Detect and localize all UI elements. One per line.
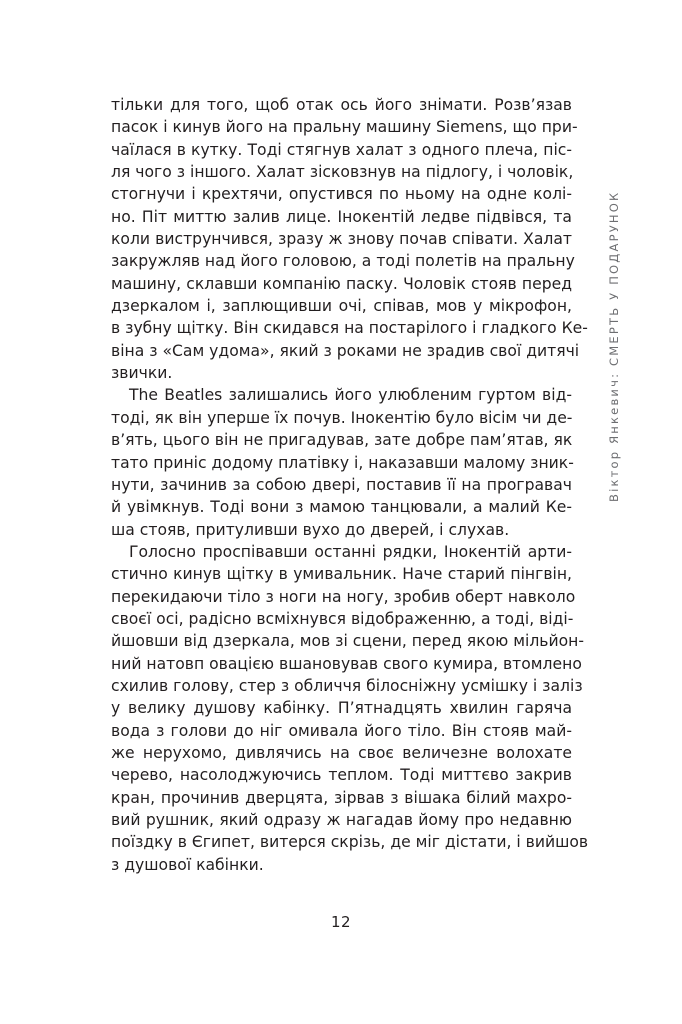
text-line: своєї осі, радісно всміхнувся відображенню, а тоді, віді-	[111, 609, 574, 628]
text-line: стично кинув щітку в умивальник. Наче старий пінгвін,	[111, 565, 572, 584]
text-line: стогнучи і крехтячи, опустився по ньому на одне колі-	[111, 185, 572, 204]
text-line: в зубну щітку. Він скидався на постарілого і гладкого Ке-	[111, 319, 588, 338]
text-line: віна з «Сам удома», який з роками не зрадив свої дитячі	[111, 341, 580, 360]
text-line: дзеркалом і, заплющивши очі, співав, мов у мікрофон,	[111, 297, 572, 316]
text-line: The Beatles залишались його улюбленим гуртом від-	[129, 386, 572, 405]
text-line: в’ять, цього він не пригадував, зате добре пам’ятав, як	[111, 431, 573, 450]
text-line: ша стояв, притуливши вухо до дверей, і слухав.	[111, 520, 510, 539]
text-line: тільки для того, щоб отак ось його знімати. Розв’язав	[111, 96, 572, 114]
text-line: поїздку в Єгипет, витерся скрізь, де міг дістати, і вийшов	[111, 833, 589, 852]
text-line: вий рушник, який одразу ж нагадав йому про недавню	[111, 811, 572, 829]
text-line: й увімкнув. Тоді вони з мамою танцювали, а малий Ке-	[111, 498, 572, 517]
text-line: у велику душову кабінку. П’ятнадцять хвилин гаряча	[111, 699, 572, 718]
text-line: тато приніс додому платівку і, наказавши малому зник-	[111, 453, 574, 472]
text-line: Голосно проспівавши останні рядки, Інокентій арти-	[129, 542, 572, 561]
text-line: перекидаючи тіло з ноги на ногу, зробив оберт навколо	[111, 587, 576, 606]
text-line: но. Піт миттю залив лице. Інокентій ледве підвівся, та	[111, 207, 572, 226]
text-line: черево, насолоджуючись теплом. Тоді миттєво закрив	[111, 766, 572, 785]
text-line: ний натовп овацією вшановував свого кумира, втомлено	[111, 654, 582, 673]
text-line: нути, зачинив за собою двері, поставив її на програвач	[111, 475, 572, 494]
text-line: схилив голову, стер з обличчя білосніжну усмішку і заліз	[111, 676, 583, 695]
page-number: 12	[330, 913, 352, 931]
text-line: коли виструнчився, зразу ж знову почав співати. Халат	[111, 230, 572, 249]
running-header: Віктор Янкевич: СМЕРТЬ У ПОДАРУНОК	[607, 190, 621, 502]
text-line: кран, прочинив дверцята, зірвав з вішака білий махро-	[111, 788, 572, 807]
text-line: ля чого з іншого. Халат зісковзнув на підлогу, і чоловік,	[111, 163, 574, 182]
text-line: йшовши від дзеркала, мов зі сцени, перед якою мільйон-	[111, 632, 584, 651]
text-line: вода з голови до ніг омивала його тіло. Він стояв май-	[111, 721, 572, 740]
text-line: пасок і кинув його на пральну машину Siemens, що при-	[111, 118, 578, 137]
text-line: машину, склавши компанію паску. Чоловік стояв перед	[111, 274, 572, 293]
body-text	[111, 94, 589, 876]
text-line: чаїлася в кутку. Тоді стягнув халат з одного плеча, піс-	[111, 140, 572, 159]
text-line: з душової кабінки.	[111, 855, 264, 874]
text-line: звички.	[111, 364, 173, 383]
text-line: тоді, як він уперше їх почув. Інокентію було вісім чи де-	[111, 408, 573, 427]
text-line: закружляв над його головою, а тоді полетів на пральну	[111, 252, 575, 271]
text-line: же нерухомо, дивлячись на своє величезне волохате	[111, 743, 572, 762]
